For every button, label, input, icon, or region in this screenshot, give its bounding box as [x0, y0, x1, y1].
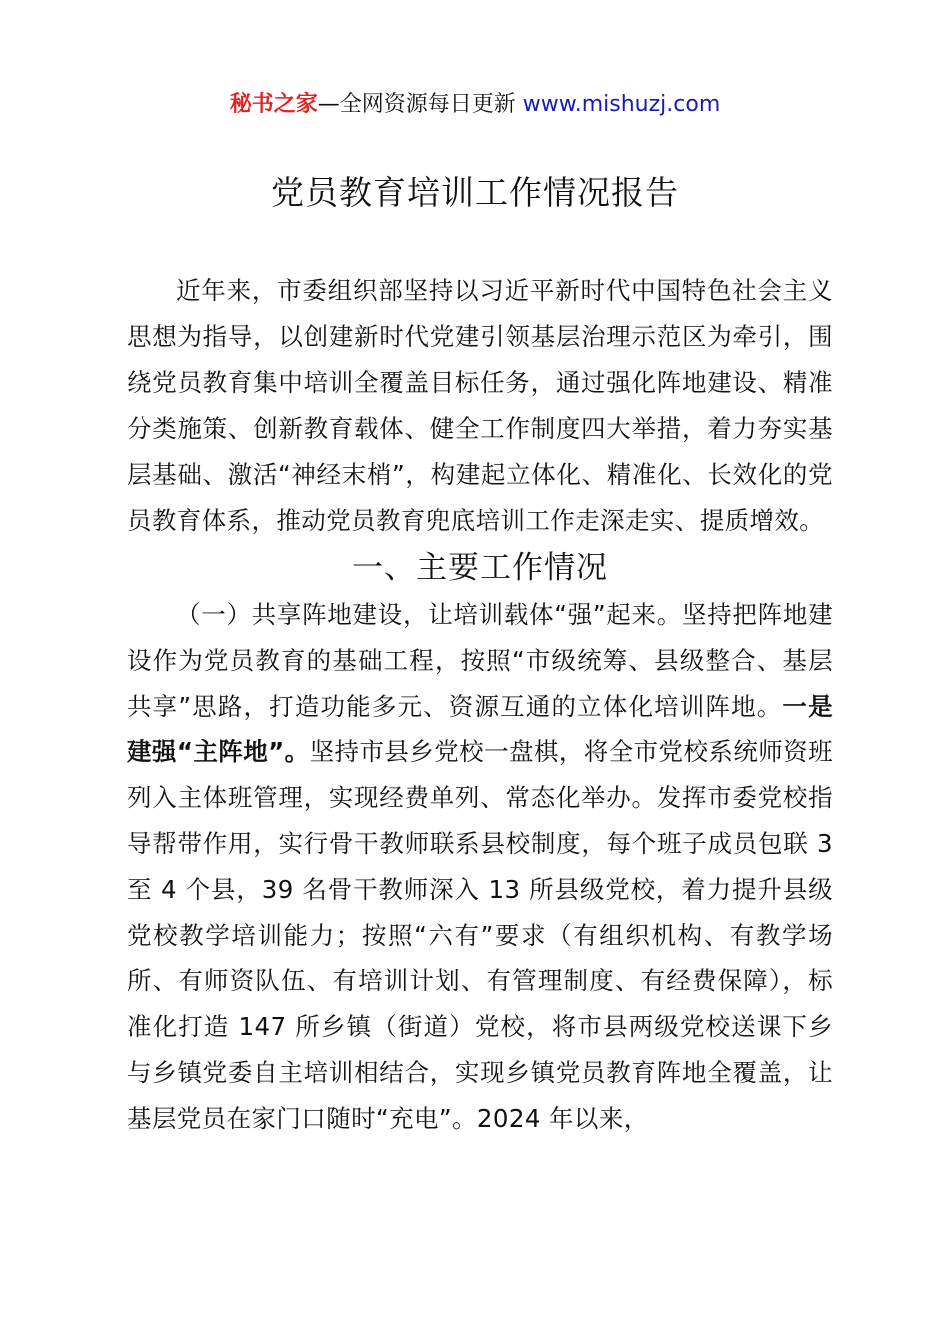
paragraph-lead-text: （一）共享阵地建设，让培训载体“强”起来。坚持把阵地建设作为党员教育的基础工程，按照“市级统筹、县级整合、基层共享”思路，打造功能多元、资源互通的立体化培训阵地。 — [127, 600, 833, 721]
bold-point-text: 一是建强“主阵地”。 — [127, 691, 833, 767]
site-url-link[interactable]: www.mishuzj.com — [522, 92, 721, 117]
site-header — [0, 88, 950, 122]
section-paragraph — [127, 592, 833, 1142]
paragraph-body-text: 坚持市县乡党校一盘棋，将全市党校系统师资班列入主体班管理，实现经费单列、常态化举办。发挥市委党校指导帮带作用，实行骨干教师联系县校制度，每个班子成员包联 3 至 4 个县，39 名骨干教师深入 13 所县级党校，着力提升县级党校教学培训能力；按照“六有”要求（有组织机构、有教学场所、有师资队伍、有培训计划、有管理制度、有经费保障），标准化打造 147 所乡镇（街道）党校，将市县两级党校送课下乡与乡镇党委自主培训相结合，实现乡镇党员教育阵地全覆盖，让基层党员在家门口随时“充电”。2024 年以来， — [127, 737, 833, 1133]
document-body — [127, 268, 833, 1142]
intro-paragraph: 近年来，市委组织部坚持以习近平新时代中国特色社会主义思想为指导，以创建新时代党建引领基层治理示范区为牵引，围绕党员教育集中培训全覆盖目标任务，通过强化阵地建设、精准分类施策、创新教育载体、健全工作制度四大举措，着力夯实基层基础、激活“神经末梢”，构建起立体化、精准化、长效化的党员教育体系，推动党员教育兜底培训工作走深走实、提质增效。 — [127, 276, 833, 535]
header-slogan: —全网资源每日更新 — [317, 92, 523, 117]
document-title: 党员教育培训工作情况报告 — [271, 173, 679, 212]
section-heading: 一、主要工作情况 — [352, 550, 608, 586]
brand-name: 秘书之家 — [229, 92, 318, 117]
